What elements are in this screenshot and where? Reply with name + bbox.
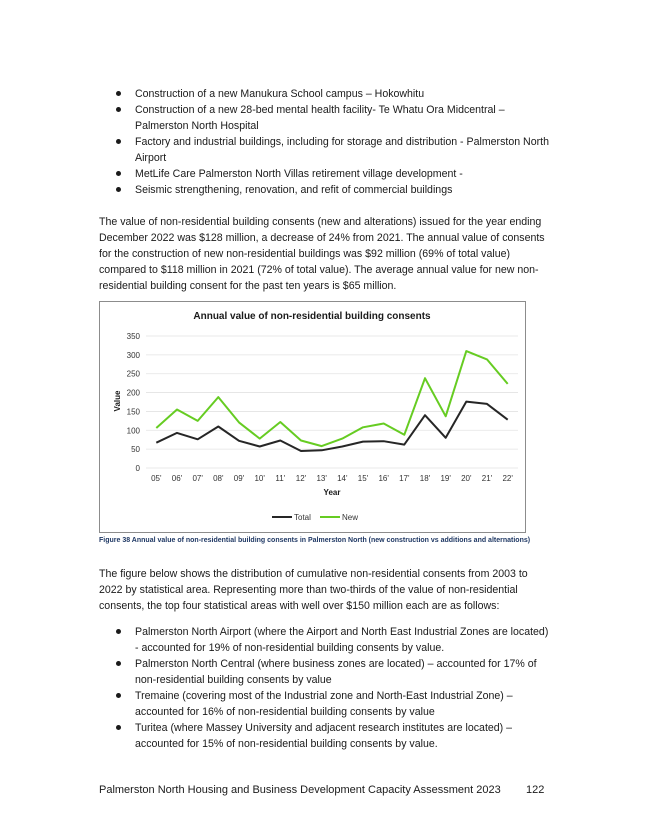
y-tick-label: 300: [126, 350, 140, 360]
x-tick-label: 18': [419, 474, 431, 483]
y-tick-label: 250: [126, 369, 140, 379]
paragraph-consents-value: The value of non-residential building consents (new and alterations) issued for the year ending December 2022 was $128 million, a decrease of 24% from 2021. The annual value of consents for the construction of new non-residential buildings was $92 million (69% of total value) compared to $118 million in 2021 (72% of total value). The average annual value for new non-residential building consent for the past ten years is $65 million.: [99, 216, 545, 292]
list-item: Factory and industrial buildings, including for storage and distribution - Palmerston North Airport: [113, 134, 553, 166]
y-tick-label: 200: [126, 388, 140, 398]
x-tick-label: 08': [213, 474, 224, 483]
y-tick-label: 100: [126, 426, 140, 436]
line-chart: [100, 302, 525, 532]
chart-title: Annual value of non-residential building consents: [193, 311, 431, 322]
paragraph-distribution: The figure below shows the distribution of cumulative non-residential consents from 2003 to 2022 by statistical area. Representing more than two-thirds of the value of non-residential consents, the top four statistical areas with well over $150 million each are as follows:: [99, 568, 528, 612]
figure-caption: Figure 38 Annual value of non-residential building consents in Palmerston North (new construction vs additions and alternations): [99, 537, 531, 544]
y-axis-label: Value: [113, 390, 122, 412]
bullet-list-areas: [113, 624, 553, 752]
x-tick-label: 07': [192, 474, 203, 483]
list-item: Palmerston North Central (where business zones are located) – accounted for 17% of non-residential building consents by value: [113, 656, 553, 688]
y-tick-label: 350: [126, 332, 140, 341]
chart-container: [99, 301, 526, 533]
list-item: Construction of a new 28-bed mental health facility- Te Whatu Ora Midcentral – Palmerston North Hospital: [113, 102, 553, 134]
x-tick-label: 06': [171, 474, 183, 483]
legend-label-new: New: [342, 513, 359, 522]
legend-label-total: Total: [294, 513, 311, 522]
x-axis-label: Year: [323, 488, 341, 497]
list-item: Seismic strengthening, renovation, and refit of commercial buildings: [113, 182, 553, 198]
list-item: MetLife Care Palmerston North Villas retirement village development -: [113, 166, 553, 182]
chart-legend: [272, 513, 358, 522]
footer-title: Palmerston North Housing and Business Development Capacity Assessment 2023: [99, 784, 501, 796]
x-tick-label: 15': [357, 474, 369, 483]
x-tick-label: 16': [378, 474, 389, 483]
page-number: 122: [526, 784, 545, 796]
x-tick-label: 13': [316, 474, 327, 483]
x-tick-label: 11': [275, 474, 286, 483]
list-item: Palmerston North Airport (where the Airport and North East Industrial Zones are located) - accounted for 19% of non-residential building consents by value.: [113, 624, 553, 656]
x-tick-label: 21': [481, 474, 493, 483]
x-tick-label: 17': [399, 474, 410, 483]
y-tick-label: 150: [126, 407, 140, 417]
y-tick-label: 50: [131, 445, 140, 455]
x-tick-label: 05': [151, 474, 162, 483]
y-tick-label: 0: [135, 464, 140, 473]
bullet-list-projects: [113, 86, 553, 198]
x-tick-label: 12': [295, 474, 307, 483]
x-tick-label: 22': [502, 474, 513, 483]
list-item: Turitea (where Massey University and adjacent research institutes are located) – accounted for 15% of non-residential building consents by value.: [113, 720, 553, 752]
x-tick-label: 19': [440, 474, 451, 483]
list-item: Tremaine (covering most of the Industrial zone and North-East Industrial Zone) – accounted for 16% of non-residential building consents by value: [113, 688, 553, 720]
x-tick-label: 10': [254, 474, 265, 483]
list-item: Construction of a new Manukura School campus – Hokowhitu: [113, 86, 553, 102]
x-tick-label: 14': [337, 474, 348, 483]
x-tick-label: 20': [461, 474, 472, 483]
x-tick-label: 09': [233, 474, 245, 483]
